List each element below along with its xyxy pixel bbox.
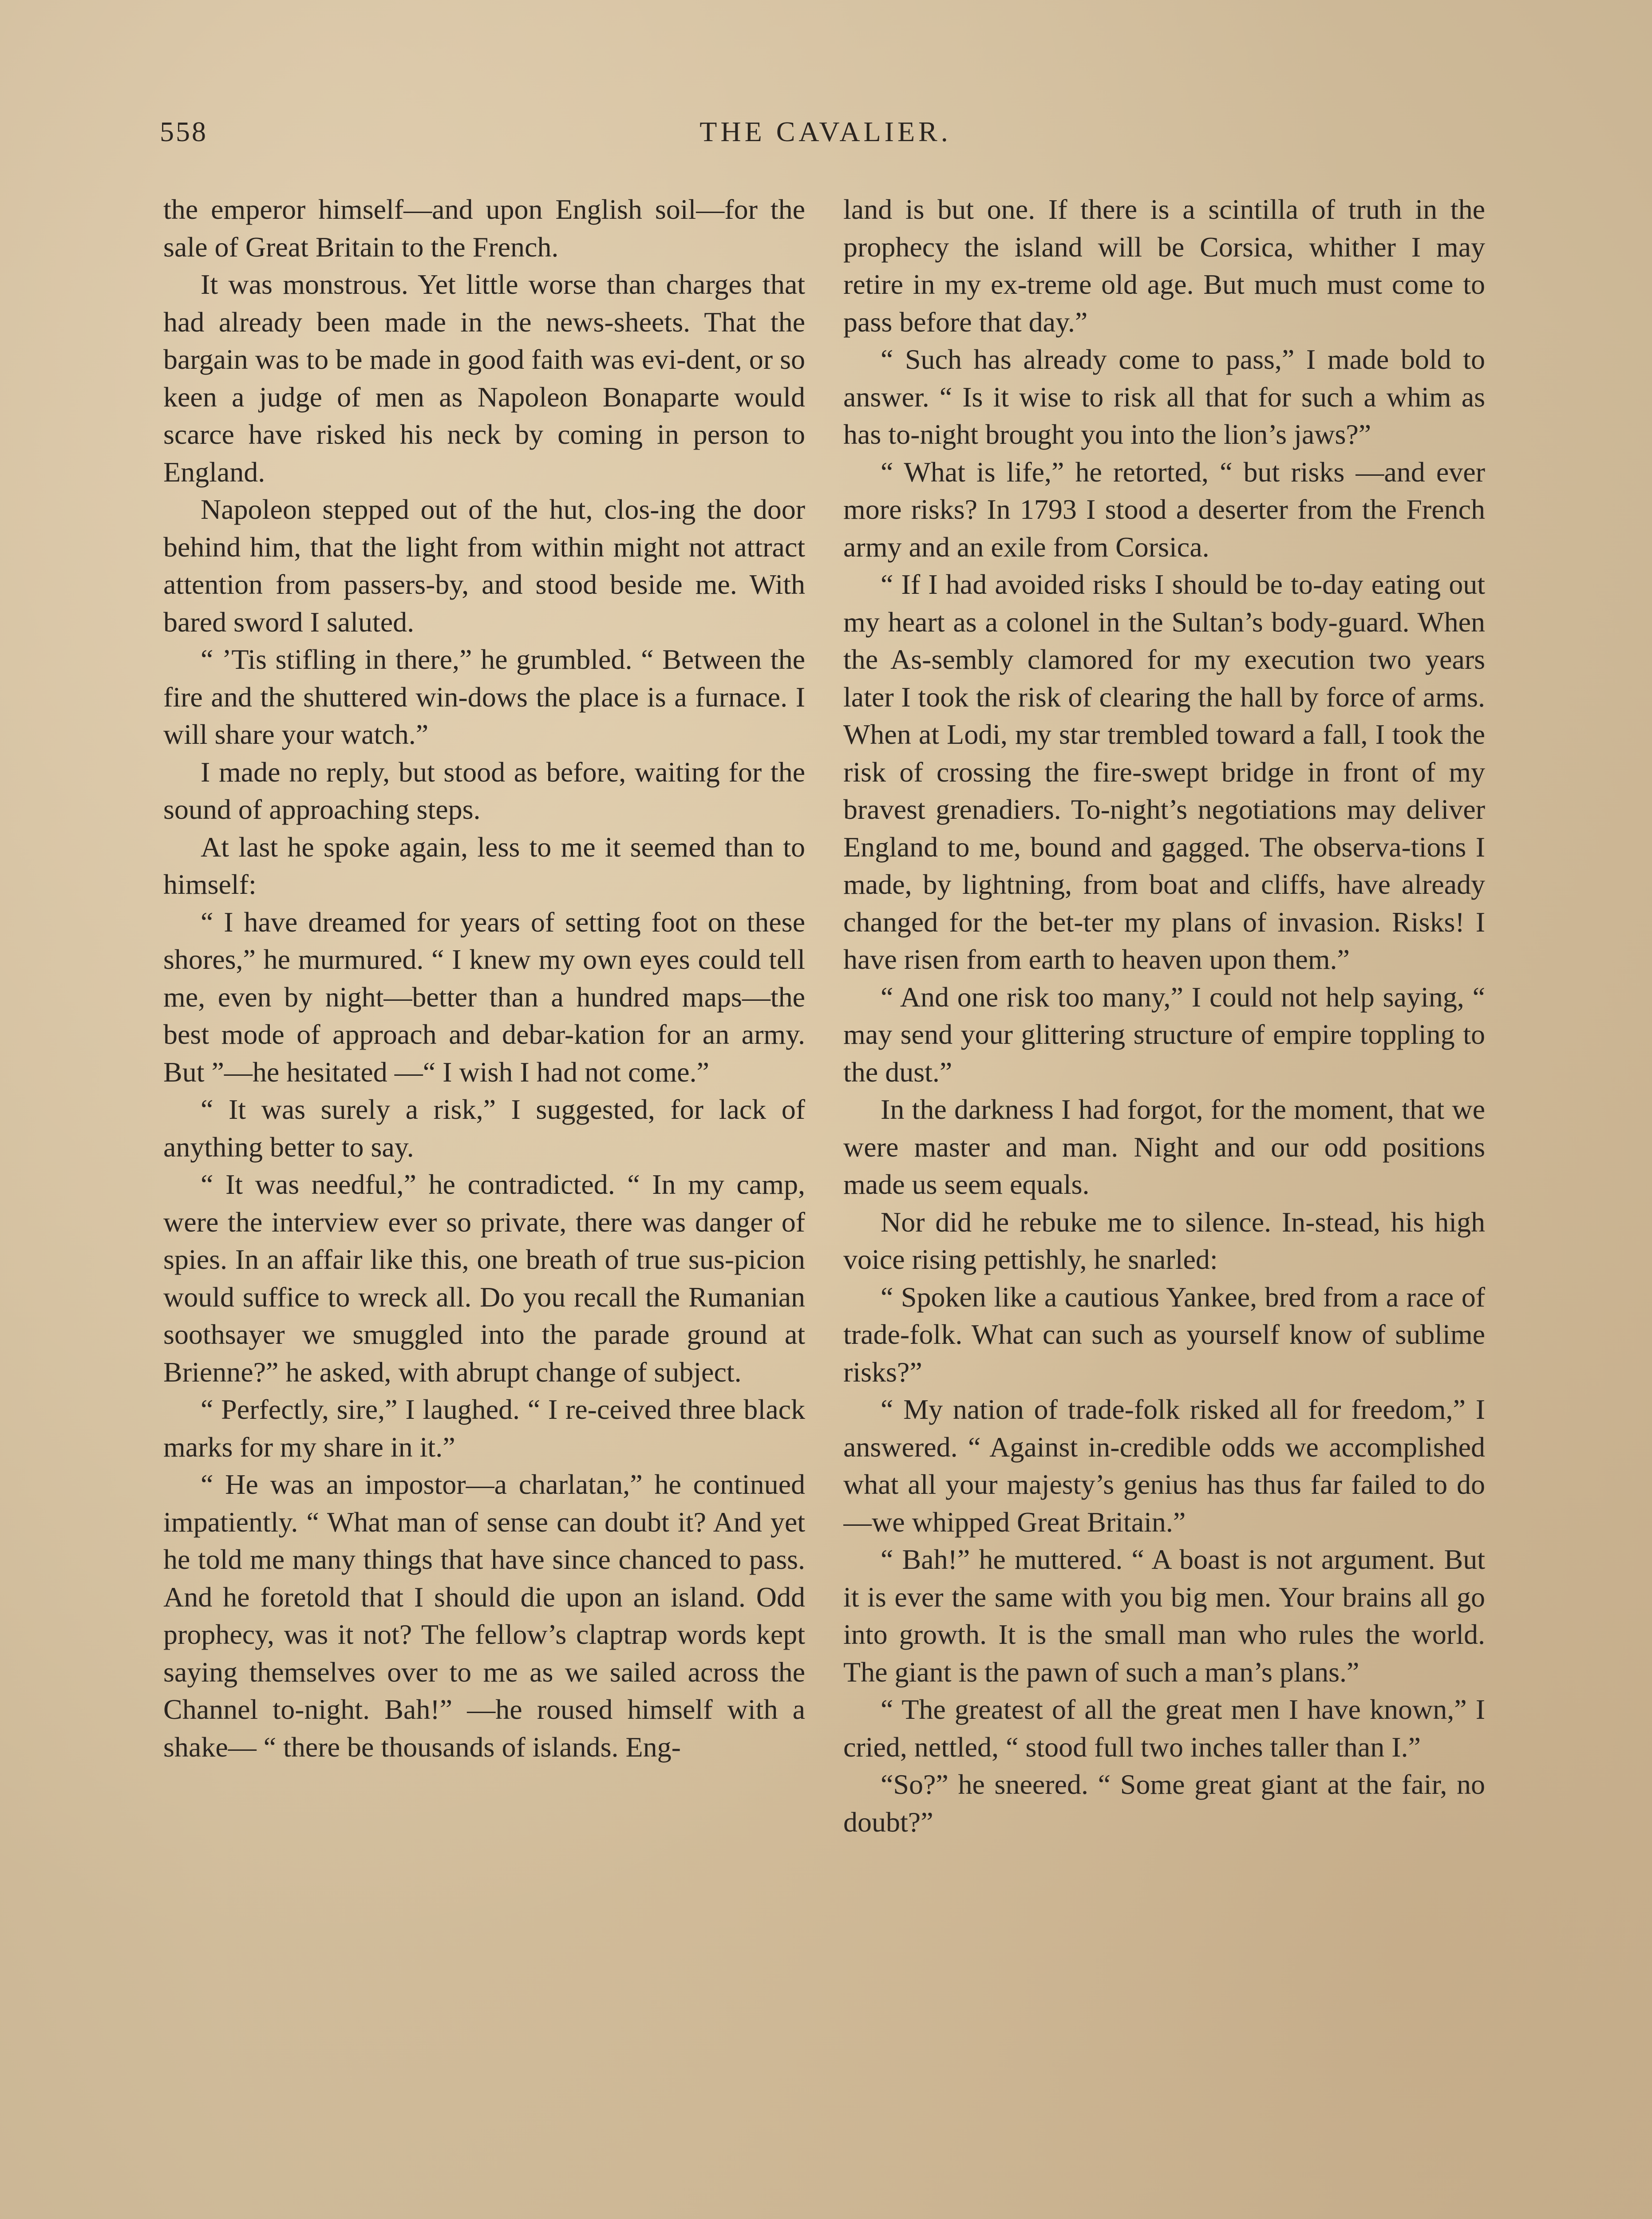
paragraph: “ What is life,” he retorted, “ but risks —and ever more risks? In 1793 I stood a deserter from the French army and an exile from Corsica. xyxy=(843,456,1485,563)
paragraph: In the darkness I had forgot, for the moment, that we were master and man. Night and our odd positions made us seem equals. xyxy=(843,1094,1485,1200)
paragraph: “ I have dreamed for years of setting foot on these shores,” he murmured. “ I knew my own eyes could tell me, even by night—better than a hundred maps—the best mode of approach and debar-kation for an army. But ”—he hesitated —“ I wish I had not come.” xyxy=(163,906,805,1088)
paragraph: the emperor himself—and upon English soil—for the sale of Great Britain to the French. xyxy=(163,193,805,263)
paragraph: “ My nation of trade-folk risked all for freedom,” I answered. “ Against in-credible odds we accomplished what all your majesty’s genius has thus far failed to do—we whipped Great Britain.” xyxy=(843,1394,1485,1538)
paragraph: “ It was needful,” he contradicted. “ In my camp, were the interview ever so private, there was danger of spies. In an affair like this, one breath of true sus-picion would suffice to wreck all. Do you recall the Rumanian soothsayer we smuggled into the parade ground at Brienne?” he asked, with abrupt change of subject. xyxy=(163,1169,805,1388)
paragraph: “So?” he sneered. “ Some great giant at the fair, no doubt?” xyxy=(843,1769,1485,1838)
paragraph: “ Perfectly, sire,” I laughed. “ I re-ceived three black marks for my share in it.” xyxy=(163,1394,805,1463)
paragraph: “ Spoken like a cautious Yankee, bred from a race of trade-folk. What can such as yourself know of sublime risks?” xyxy=(843,1281,1485,1388)
paragraph: “ The greatest of all the great men I have known,” I cried, nettled, “ stood full two inches taller than I.” xyxy=(843,1694,1485,1763)
paragraph: Nor did he rebuke me to silence. In-stead, his high voice rising pettishly, he snarled: xyxy=(843,1206,1485,1275)
page-header xyxy=(160,111,1491,160)
paragraph: “ He was an impostor—a charlatan,” he continued impatiently. “ What man of sense can doubt it? And yet he told me many things that have since chanced to pass. And he foretold that I should die upon an island. Odd prophecy, was it not? The fellow’s claptrap words kept saying themselves over to me as we sailed across the Channel to-night. Bah!” —he roused himself with a shake— “ there be thousands of islands. Eng- xyxy=(163,1469,805,1763)
page-number: 558 xyxy=(160,116,208,147)
paragraph: “ Such has already come to pass,” I made bold to answer. “ Is it wise to risk all that for such a whim as has to-night brought you into the lion’s jaws?” xyxy=(843,344,1485,450)
paragraph: “ It was surely a risk,” I suggested, for lack of anything better to say. xyxy=(163,1094,805,1163)
left-column xyxy=(163,191,805,2219)
paragraph: “ ’Tis stifling in there,” he grumbled. “ Between the fire and the shuttered win-dows the place is a furnace. I will share your watch.” xyxy=(163,644,805,750)
paragraph: It was monstrous. Yet little worse than charges that had already been made in the news-sheets. That the bargain was to be made in good faith was evi-dent, or so keen a judge of men as Napoleon Bonaparte would scarce have risked his neck by coming in person to England. xyxy=(163,268,805,488)
running-title: THE CAVALIER. xyxy=(700,116,952,147)
paragraph: “ And one risk too many,” I could not help saying, “ may send your glittering structure of empire toppling to the dust.” xyxy=(843,981,1485,1088)
paragraph: I made no reply, but stood as before, waiting for the sound of approaching steps. xyxy=(163,756,805,825)
paragraph: land is but one. If there is a scintilla of truth in the prophecy the island will be Corsica, whither I may retire in my ex-treme old age. But much must come to pass before that day.” xyxy=(843,193,1485,338)
paragraph: At last he spoke again, less to me it seemed than to himself: xyxy=(163,831,805,900)
paragraph: “ If I had avoided risks I should be to-day eating out my heart as a colonel in the Sultan’s body-guard. When the As-sembly clamored for my execution two years later I took the risk of clearing the hall by force of arms. When at Lodi, my star trembled toward a fall, I took the risk of crossing the fire-swept bridge in front of my bravest grenadiers. To-night’s negotiations may deliver England to me, bound and gagged. The observa-tions I made, by lightning, from boat and cliffs, have already changed for the bet-ter my plans of invasion. Risks! I have risen from earth to heaven upon them.” xyxy=(843,569,1485,975)
paragraph: Napoleon stepped out of the hut, clos-ing the door behind him, that the light from within might not attract attention from passers-by, and stood beside me. With bared sword I saluted. xyxy=(163,494,805,638)
right-column xyxy=(843,191,1485,2219)
paragraph: “ Bah!” he muttered. “ A boast is not argument. But it is ever the same with you big men. Your brains all go into growth. It is the small man who rules the world. The giant is the pawn of such a man’s plans.” xyxy=(843,1544,1485,1688)
